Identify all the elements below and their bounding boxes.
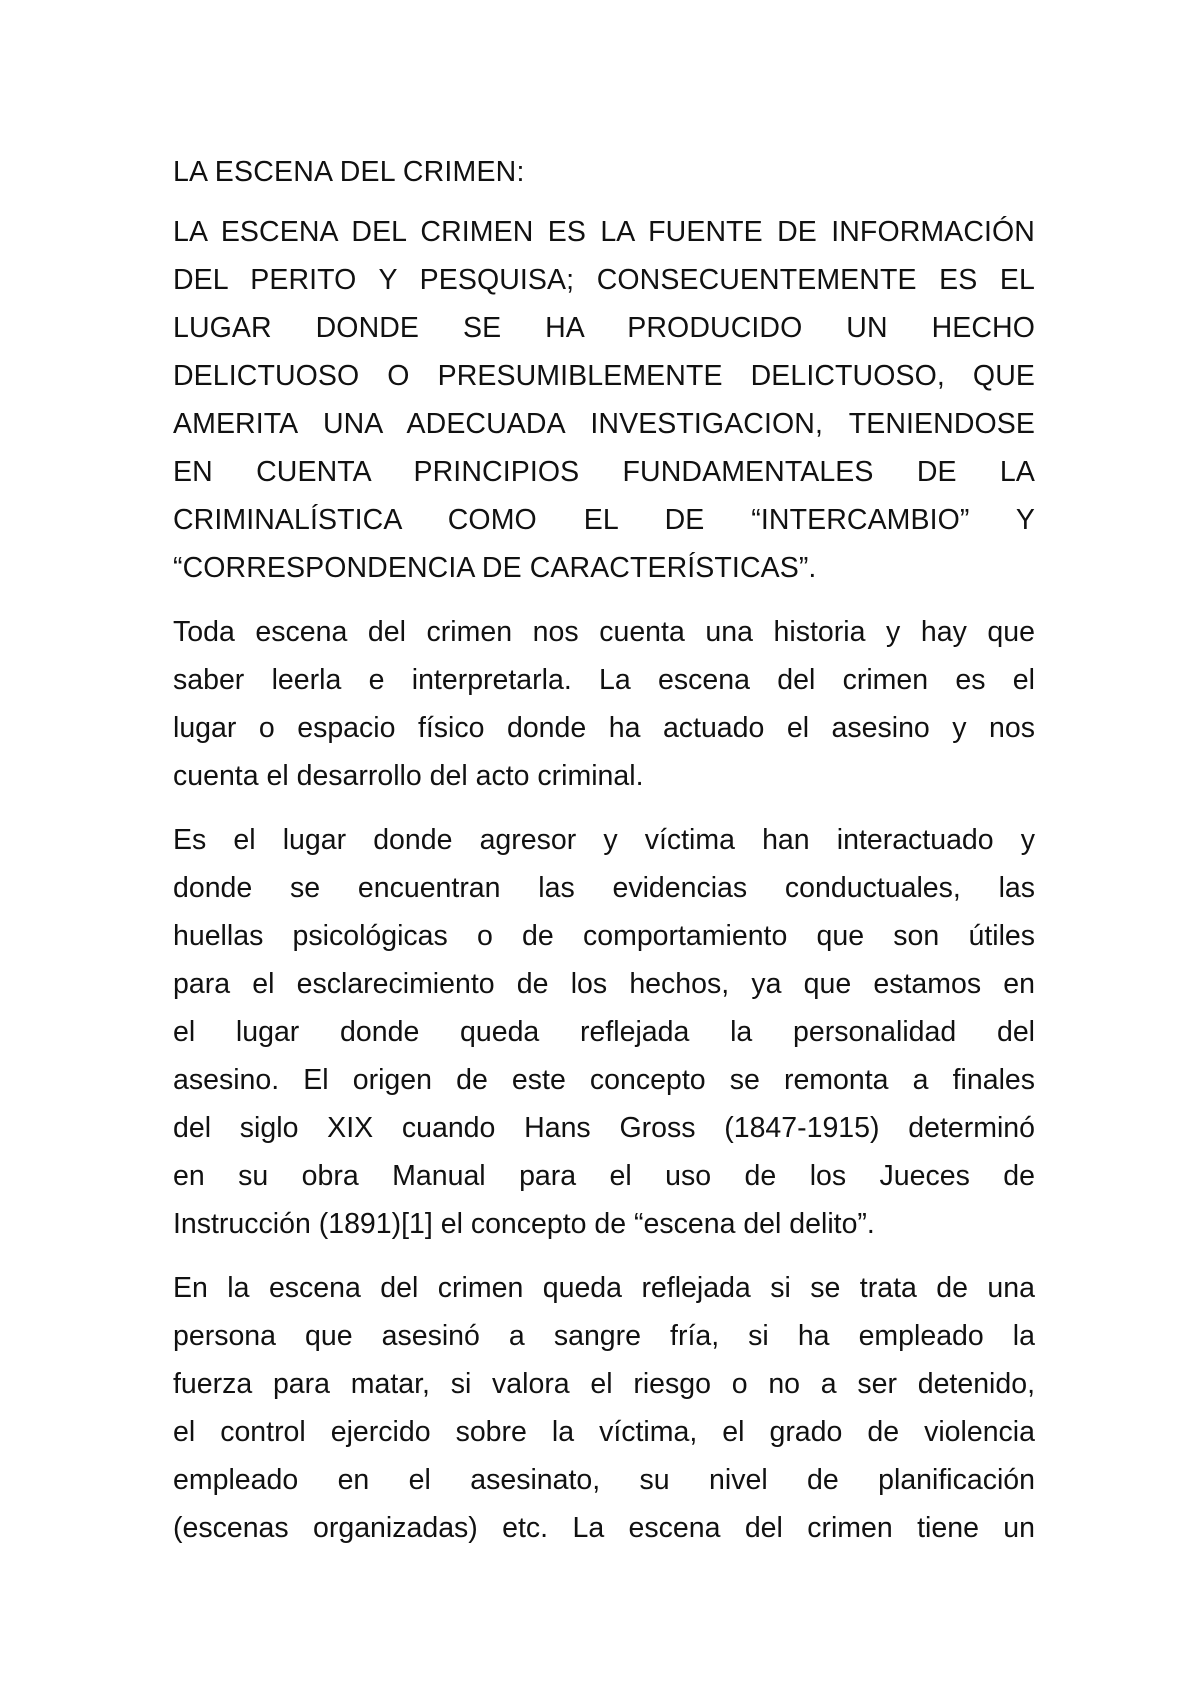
text-line: Instrucción (1891)[1] el concepto de “escena del delito”. [173, 1208, 875, 1240]
text-line: persona que asesinó a sangre fría, si ha empleado la [173, 1320, 1035, 1352]
text-line: DEL PERITO Y PESQUISA; CONSECUENTEMENTE ES EL [173, 264, 1035, 296]
text-line: LA ESCENA DEL CRIMEN ES LA FUENTE DE INFORMACIÓN [173, 216, 1035, 248]
paragraph-reflection [173, 1264, 1035, 1552]
text-line: fuerza para matar, si valora el riesgo o no a ser detenido, [173, 1368, 1035, 1400]
text-line: En la escena del crimen queda reflejada si se trata de una [173, 1272, 1035, 1304]
text-line: (escenas organizadas) etc. La escena del crimen tiene un [173, 1512, 1035, 1544]
paragraph-story [173, 608, 1035, 800]
text-line: CRIMINALÍSTICA COMO EL DE “INTERCAMBIO” Y [173, 504, 1035, 536]
text-line: saber leerla e interpretarla. La escena del crimen es el [173, 664, 1035, 696]
text-line: LUGAR DONDE SE HA PRODUCIDO UN HECHO [173, 312, 1035, 344]
text-line: asesino. El origen de este concepto se remonta a finales [173, 1064, 1035, 1096]
text-line: el lugar donde queda reflejada la personalidad del [173, 1016, 1035, 1048]
text-line: Es el lugar donde agresor y víctima han interactuado y [173, 824, 1035, 856]
document-body [173, 148, 1035, 1568]
text-line: empleado en el asesinato, su nivel de planificación [173, 1464, 1035, 1496]
paragraph-definition [173, 208, 1035, 592]
text-line: DELICTUOSO O PRESUMIBLEMENTE DELICTUOSO, QUE [173, 360, 1035, 392]
document-heading: LA ESCENA DEL CRIMEN: [173, 156, 525, 188]
text-line: lugar o espacio físico donde ha actuado el asesino y nos [173, 712, 1035, 744]
text-line: huellas psicológicas o de comportamiento que son útiles [173, 920, 1035, 952]
paragraph-place [173, 816, 1035, 1248]
text-line: Toda escena del crimen nos cuenta una historia y hay que [173, 616, 1035, 648]
text-line: en su obra Manual para el uso de los Jueces de [173, 1160, 1035, 1192]
text-line: AMERITA UNA ADECUADA INVESTIGACION, TENIENDOSE [173, 408, 1035, 440]
text-line: cuenta el desarrollo del acto criminal. [173, 760, 644, 792]
text-line: para el esclarecimiento de los hechos, ya que estamos en [173, 968, 1035, 1000]
text-line: el control ejercido sobre la víctima, el grado de violencia [173, 1416, 1035, 1448]
text-line: donde se encuentran las evidencias conductuales, las [173, 872, 1035, 904]
text-line: “CORRESPONDENCIA DE CARACTERÍSTICAS”. [173, 552, 817, 584]
text-line: EN CUENTA PRINCIPIOS FUNDAMENTALES DE LA [173, 456, 1035, 488]
text-line: del siglo XIX cuando Hans Gross (1847-1915) determinó [173, 1112, 1035, 1144]
